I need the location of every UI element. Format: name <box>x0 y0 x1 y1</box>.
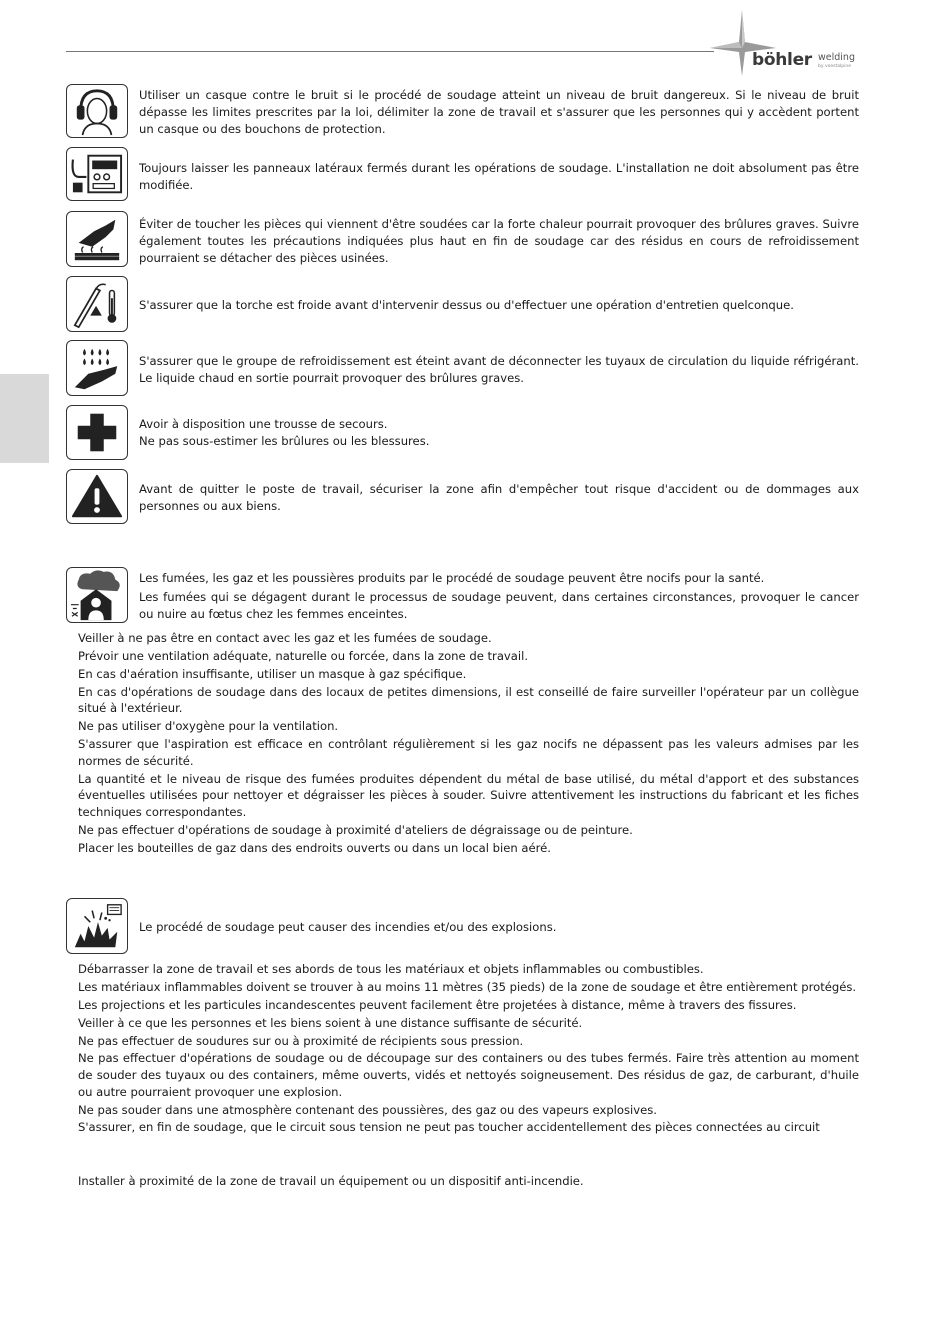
brand-tagline: by voestalpine <box>818 64 851 69</box>
brand-logo <box>706 8 866 80</box>
header-rule <box>66 51 714 52</box>
fire-instructions <box>78 961 859 1137</box>
fire-line: Ne pas effectuer de soudures sur ou à proximité de récipients sous pression. <box>78 1033 524 1048</box>
cooling-text: S'assurer que le groupe de refroidissement est éteint avant de déconnecter les tuyaux de circulation du liquide réfrigérant. Le liquide chaud en sortie pourrait provoquer des brûlures graves. <box>139 354 859 385</box>
fire-line: S'assurer, en fin de soudage, que le circuit sous tension ne peut pas toucher accidentellement des pièces connectées au circuit <box>78 1120 820 1135</box>
first-aid-line-2: Ne pas sous-estimer les brûlures ou les blessures. <box>139 434 430 448</box>
first-aid-text <box>139 416 859 450</box>
fumes-line: En cas d'aération insuffisante, utiliser un masque à gaz spécifique. <box>78 666 467 681</box>
hot-parts-text: Éviter de toucher les pièces qui viennent d'être soudées car la forte chaleur pourrait provoquer des brûlures graves. Suivre également toutes les précautions indiquées plus haut en fin de soudage car des résidus en cours de refroidissement pourraient se détacher des pièces usinées. <box>139 217 859 265</box>
fire-line: Ne pas souder dans une atmosphère contenant des poussières, des gaz ou des vapeurs explosives. <box>78 1102 657 1117</box>
fire-line: Les projections et les particules incandescentes peuvent facilement être projetées à distance, même à travers des fissures. <box>78 997 797 1012</box>
fumes-line: La quantité et le niveau de risque des fumées produites dépendent du métal de base utilisé, du métal d'apport et des substances éventuelles utilisées pour nettoyer et dégraisser les pièces à souder. Suivre attentivement les instructions du fabricant et les fiches techniques correspondantes. <box>78 771 859 819</box>
fumes-icon <box>66 567 128 623</box>
fumes-line: Placer les bouteilles de gaz dans des endroits ouverts ou dans un local bien aéré. <box>78 840 551 855</box>
first-aid-icon <box>66 405 128 460</box>
hot-workpiece-icon <box>66 211 128 267</box>
fire-last-instruction <box>78 1173 859 1191</box>
side-tab <box>0 374 49 463</box>
fumes-line: Prévoir une ventilation adéquate, naturelle ou forcée, dans la zone de travail. <box>78 648 529 663</box>
fumes-intro-line-2: Les fumées qui se dégagent durant le processus de soudage peuvent, dans certaines circonstances, provoquer le cancer ou nuire au fœtus chez les femmes enceintes. <box>139 590 859 621</box>
fire-line: Les matériaux inflammables doivent se trouver à au moins 11 mètres (35 pieds) de la zone de soudage et être entièrement protégés. <box>78 979 857 994</box>
ear-protection-icon <box>66 84 128 138</box>
hot-torch-icon <box>66 276 128 332</box>
fumes-line: S'assurer que l'aspiration est efficace en contrôlant régulièrement si les gaz nocifs ne dépassent pas les valeurs admises par les normes de sécurité. <box>78 737 859 768</box>
torch-text: S'assurer que la torche est froide avant d'intervenir dessus ou d'effectuer une opération d'entretien quelconque. <box>139 298 794 312</box>
noise-text: Utiliser un casque contre le bruit si le procédé de soudage atteint un niveau de bruit dangereux. Si le niveau de bruit dépasse les limites prescrites par la loi, délimiter la zone de travail et s'assurer que les personnes qui y accèdent portent un casque ou des bouchons de protection. <box>139 88 859 136</box>
fire-line: Veiller à ce que les personnes et les biens soient à une distance suffisante de sécurité. <box>78 1015 583 1030</box>
fire-line: Installer à proximité de la zone de travail un équipement ou un dispositif anti-incendie. <box>78 1174 584 1188</box>
brand-suffix: welding <box>818 52 855 63</box>
fumes-line: En cas d'opérations de soudage dans des locaux de petites dimensions, il est conseillé de faire surveiller l'opérateur par un collègue situé à l'extérieur. <box>78 684 859 716</box>
fumes-instructions <box>78 630 859 857</box>
fumes-line: Veiller à ne pas être en contact avec les gaz et les fumées de soudage. <box>78 631 492 645</box>
fumes-line: Ne pas utiliser d'oxygène pour la ventilation. <box>78 719 339 734</box>
fumes-intro <box>139 570 859 622</box>
brand-name: böhler <box>752 50 812 70</box>
fire-explosion-icon <box>66 898 128 954</box>
fumes-intro-line-1: Les fumées, les gaz et les poussières produits par le procédé de soudage peuvent être nocifs pour la santé. <box>139 571 765 585</box>
fire-line: Débarrasser la zone de travail et ses abords de tous les matériaux et objets inflammables ou combustibles. <box>78 962 704 976</box>
fumes-line: Ne pas effectuer d'opérations de soudage à proximité d'ateliers de dégraissage ou de peinture. <box>78 822 633 837</box>
hot-coolant-icon <box>66 340 128 396</box>
fire-intro: Le procédé de soudage peut causer des incendies et/ou des explosions. <box>139 920 557 934</box>
leave-text: Avant de quitter le poste de travail, sécuriser la zone afin d'empêcher tout risque d'accident ou de dommages aux personnes ou aux biens. <box>139 482 859 513</box>
fire-line: Ne pas effectuer d'opérations de soudage ou de découpage sur des containers ou des tubes fermés. Faire très attention au moment de souder des tuyaux ou des containers, même ouverts, vidés et nettoyés soigneusement. Des résidus de gaz, de carburant, d'huile ou autre pourraient provoquer une explosion. <box>78 1051 859 1099</box>
first-aid-line-1: Avoir à disposition une trousse de secours. <box>139 417 388 431</box>
machine-panels-icon <box>66 147 128 201</box>
panels-text: Toujours laisser les panneaux latéraux fermés durant les opérations de soudage. L'installation ne doit absolument pas être modifiée. <box>139 161 859 192</box>
warning-icon <box>66 469 128 524</box>
